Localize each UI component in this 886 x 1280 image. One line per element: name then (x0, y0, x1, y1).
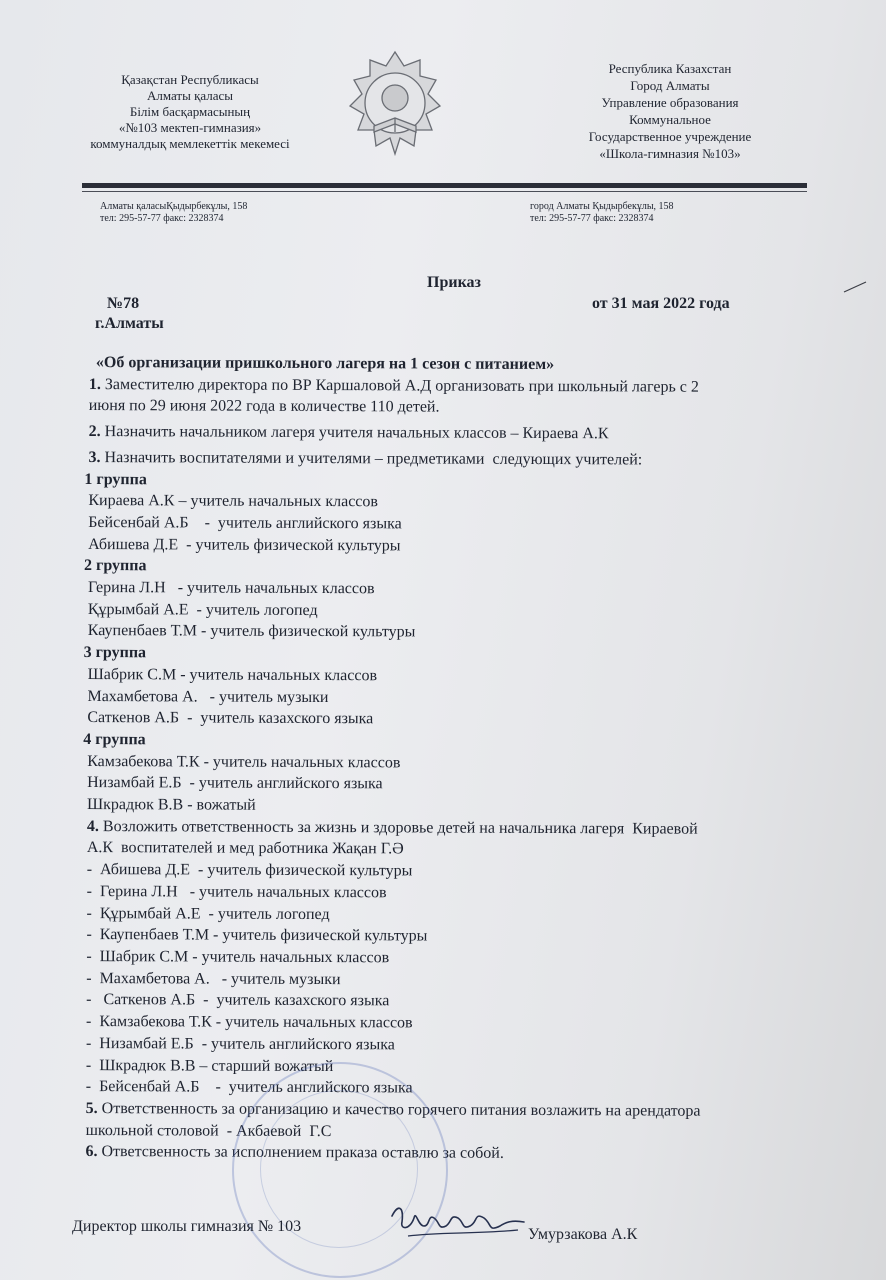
phone-line: тел: 295-57-77 факс: 2328374 (100, 213, 224, 224)
address-russian (530, 201, 674, 225)
header-left-line: коммуналдық мемлекеттік мекемесі (90, 136, 290, 151)
responsible-item: - Камзабекова Т.К - учитель начальных классов (86, 1013, 413, 1032)
responsible-item: - Бейсенбай А.Б - учитель английского языка (85, 1078, 413, 1097)
header-right-line: Коммунальное (629, 112, 711, 127)
group-member: Герина Л.Н - учитель начальных классов (87, 579, 375, 598)
header-divider-thin (82, 191, 807, 192)
paragraph-5-cont: школьной столовой - Акбаевой Г.С (85, 1121, 332, 1140)
group-member: Бейсенбай А.Б - учитель английского языка (88, 513, 402, 533)
header-left-line: «№103 мектеп-гимназия» (118, 120, 262, 135)
responsible-item: - Каупенбаев Т.М - учитель физической культуры (86, 926, 428, 945)
responsible-item: - Герина Л.Н - учитель начальных классов (86, 882, 387, 902)
responsible-item: - Низамбай Е.Б - учитель английского языка (85, 1034, 395, 1054)
responsible-item: - Құрымбай А.Е - учитель логопед (86, 904, 330, 923)
group-member: Низамбай Е.Б - учитель английского языка (87, 774, 383, 793)
header-right-line: Город Алматы (630, 78, 710, 93)
paragraph-text: Ответственность за организацию и качество горячего питания возлажить на арендатора (97, 1099, 701, 1120)
paragraph-text: Назначить воспитателями и учителями – предметиками следующих учителей: (100, 448, 643, 469)
pen-stroke-mark (842, 280, 868, 294)
order-title: Приказ (427, 274, 481, 291)
group-member: Камзабекова Т.К - учитель начальных классов (87, 752, 401, 772)
paragraph-number: 1. (88, 375, 101, 393)
header-russian (560, 60, 780, 162)
paragraph-3 (83, 447, 843, 472)
order-body (80, 352, 844, 1166)
paragraph-text: Возложить ответственность за жизнь и здоровье детей на начальника лагеря Кираевой (98, 817, 698, 838)
order-date: от 31 мая 2022 года (592, 295, 730, 312)
group-member: Кираева А.К – учитель начальных классов (88, 492, 379, 511)
paragraph-2 (84, 421, 844, 446)
paragraph-number: 3. (88, 448, 101, 466)
paragraph-text: Ответсвенность за исполнением праказа оставлю за собой. (97, 1143, 504, 1163)
paragraph-4-cont: А.К воспитателей и мед работника Жақан Г.Ә (86, 839, 404, 858)
paragraph-6 (80, 1141, 840, 1166)
responsible-item: - Шкрадюк В.В – старший вожатый (85, 1056, 334, 1075)
paragraph-text: Назначить начальником лагеря учителя начальных классов – Кираева А.К (100, 423, 609, 443)
order-number: №78 (107, 295, 140, 312)
order-subject: «Об организации пришкольного лагеря на 1 сезон с питанием» (95, 354, 555, 374)
responsible-item: - Махамбетова А. - учитель музыки (86, 969, 341, 988)
header-left-line: Қазақстан Республикасы (121, 72, 259, 87)
responsible-item: - Шабрик С.М - учитель начальных классов (86, 948, 390, 967)
header-right-line: Управление образования (601, 95, 739, 110)
director-title: Директор школы гимназия № 103 (72, 1218, 302, 1235)
group-member: Махамбетова А. - учитель музыки (87, 687, 329, 706)
handwritten-signature (388, 1196, 528, 1246)
header-right-line: Государственное учреждение (588, 129, 752, 144)
group-member: Шкрадюк В.В - вожатый (86, 796, 256, 814)
group-title: 1 группа (84, 470, 147, 488)
header-right-line: «Школа-гимназия №103» (599, 146, 741, 161)
paragraph-number: 6. (85, 1143, 98, 1161)
paragraph-number: 4. (86, 817, 99, 835)
phone-line: тел: 295-57-77 факс: 2328374 (530, 213, 654, 224)
paragraph-5 (81, 1098, 841, 1123)
paragraph-number: 2. (88, 423, 101, 441)
paragraph-1-cont: июня по 29 июня 2022 года в количестве 110 детей. (88, 397, 440, 416)
header-divider (82, 183, 807, 188)
group-member: Құрымбай А.Е - учитель логопед (87, 600, 318, 619)
group-title: 3 группа (83, 644, 147, 662)
address-line: город Алматы Қыдырбекұлы, 158 (530, 201, 674, 212)
header-left-line: Білім басқармасының (129, 104, 251, 119)
paragraph-number: 5. (85, 1099, 98, 1117)
group-member: Каупенбаев Т.М - учитель физической культуры (87, 622, 416, 641)
header-kazakh (60, 72, 320, 152)
group-member: Саткенов А.Б - учитель казахского языка (87, 709, 374, 728)
header-left-line: Алматы қаласы (146, 88, 234, 103)
group-member: Шабрик С.М - учитель начальных классов (87, 665, 378, 685)
group-member: Абишева Д.Е - учитель физической культуры (88, 535, 401, 555)
responsible-item: - Саткенов А.Б - учитель казахского языка (86, 991, 390, 1010)
order-city: г.Алматы (95, 315, 164, 332)
paragraph-text: Заместителю директора по ВР Каршаловой А.Д организовать при школьный лагерь с 2 (100, 375, 699, 396)
director-name: Умурзакова А.К (528, 1226, 638, 1243)
responsible-item: - Абишева Д.Е - учитель физической культуры (86, 861, 413, 880)
group-title: 2 группа (84, 557, 147, 575)
address-kazakh (100, 201, 247, 225)
school-emblem-icon (340, 48, 450, 168)
address-line: Алматы қаласыҚыдырбекұлы, 158 (100, 201, 248, 212)
group-title: 4 группа (83, 730, 146, 749)
header-right-line: Республика Казахстан (608, 61, 732, 76)
